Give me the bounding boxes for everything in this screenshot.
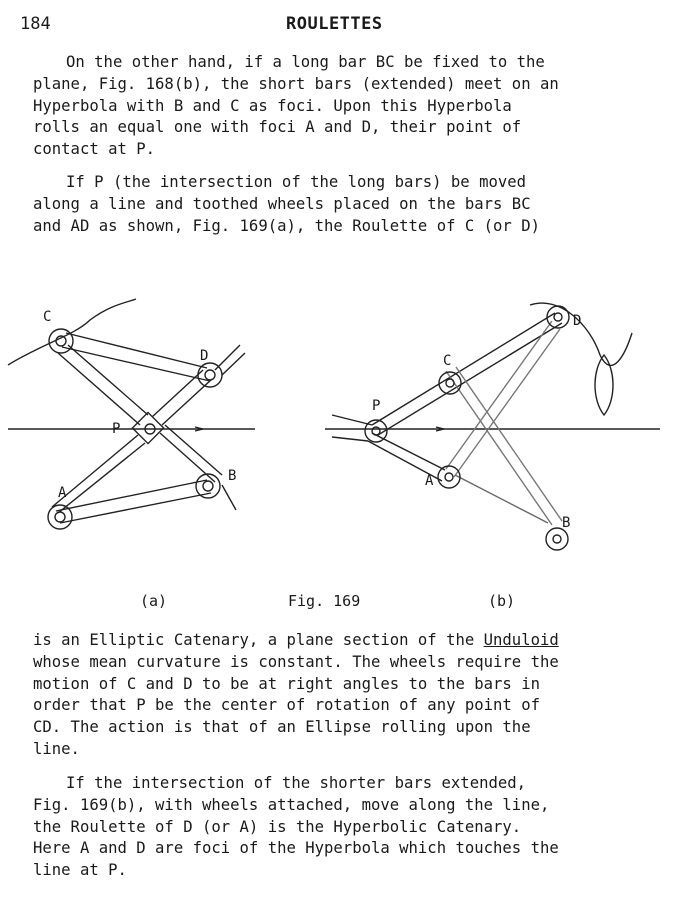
text-line: whose mean curvature is constant. The wheels require the — [33, 652, 559, 671]
figure-169 — [0, 285, 692, 575]
paragraph-4 — [33, 773, 653, 882]
text-line: order that P be the center of rotation of any point of — [33, 696, 540, 715]
text-line: is an Elliptic Catenary, a plane section of the — [33, 631, 484, 649]
text-line: Fig. 169(b), with wheels attached, move along the line, — [33, 795, 550, 814]
figure-sub-b: (b) — [488, 592, 516, 610]
label-a-a: A — [58, 485, 67, 501]
label-p-b: P — [372, 398, 381, 414]
loop-curve-b — [595, 355, 613, 415]
page-number: 184 — [20, 14, 51, 34]
label-c-a: C — [43, 309, 52, 325]
running-title: ROULETTES — [286, 14, 383, 34]
wheel-d-a — [198, 363, 222, 387]
wheel-b-a — [196, 474, 220, 498]
wheel-a-a — [48, 505, 72, 529]
paragraph-2 — [33, 172, 653, 237]
text-line: contact at P. — [33, 140, 156, 159]
text-line: On the other hand, if a long bar BC be fixed to the — [66, 53, 545, 71]
figure-drawing — [0, 285, 692, 575]
text-line: line at P. — [33, 861, 127, 880]
label-a-b: A — [425, 473, 434, 489]
text-line: line. — [33, 739, 80, 758]
text-line: the Roulette of D (or A) is the Hyperbolic Catenary. — [33, 817, 522, 836]
wheel-b-b — [546, 528, 568, 550]
text-line: If the intersection of the shorter bars extended, — [66, 774, 527, 792]
label-d-a: D — [200, 348, 209, 364]
label-d-b: D — [573, 313, 582, 329]
label-p-a: P — [112, 421, 121, 437]
label-b-a: B — [228, 468, 237, 484]
text-line: CD. The action is that of an Ellipse rolling upon the — [33, 718, 531, 737]
label-b-b: B — [562, 515, 571, 531]
paragraph-3 — [33, 630, 653, 761]
wheel-c-a — [49, 329, 73, 353]
figure-sub-a: (a) — [140, 592, 168, 610]
text-line: rolls an equal one with foci A and D, their point of — [33, 118, 522, 137]
text-line: Hyperbola with B and C as foci. Upon this Hyperbola — [33, 96, 512, 115]
text-line: If P (the intersection of the long bars) be moved — [66, 173, 527, 191]
paragraph-1 — [33, 52, 653, 161]
text-line: and AD as shown, Fig. 169(a), the Roulette of C (or D) — [33, 216, 540, 235]
text-line: plane, Fig. 168(b), the short bars (extended) meet on an — [33, 74, 559, 93]
text-line: motion of C and D to be at right angles to the bars in — [33, 674, 540, 693]
underlined-term: Unduloid — [483, 631, 559, 649]
label-c-b: C — [443, 353, 452, 369]
text-line: along a line and toothed wheels placed on the bars BC — [33, 194, 531, 213]
catenary-curve-a — [8, 299, 136, 365]
wheel-a-b — [438, 466, 460, 488]
figure-caption: Fig. 169 — [288, 592, 361, 610]
text-line: Here A and D are foci of the Hyperbola which touches the — [33, 839, 559, 858]
